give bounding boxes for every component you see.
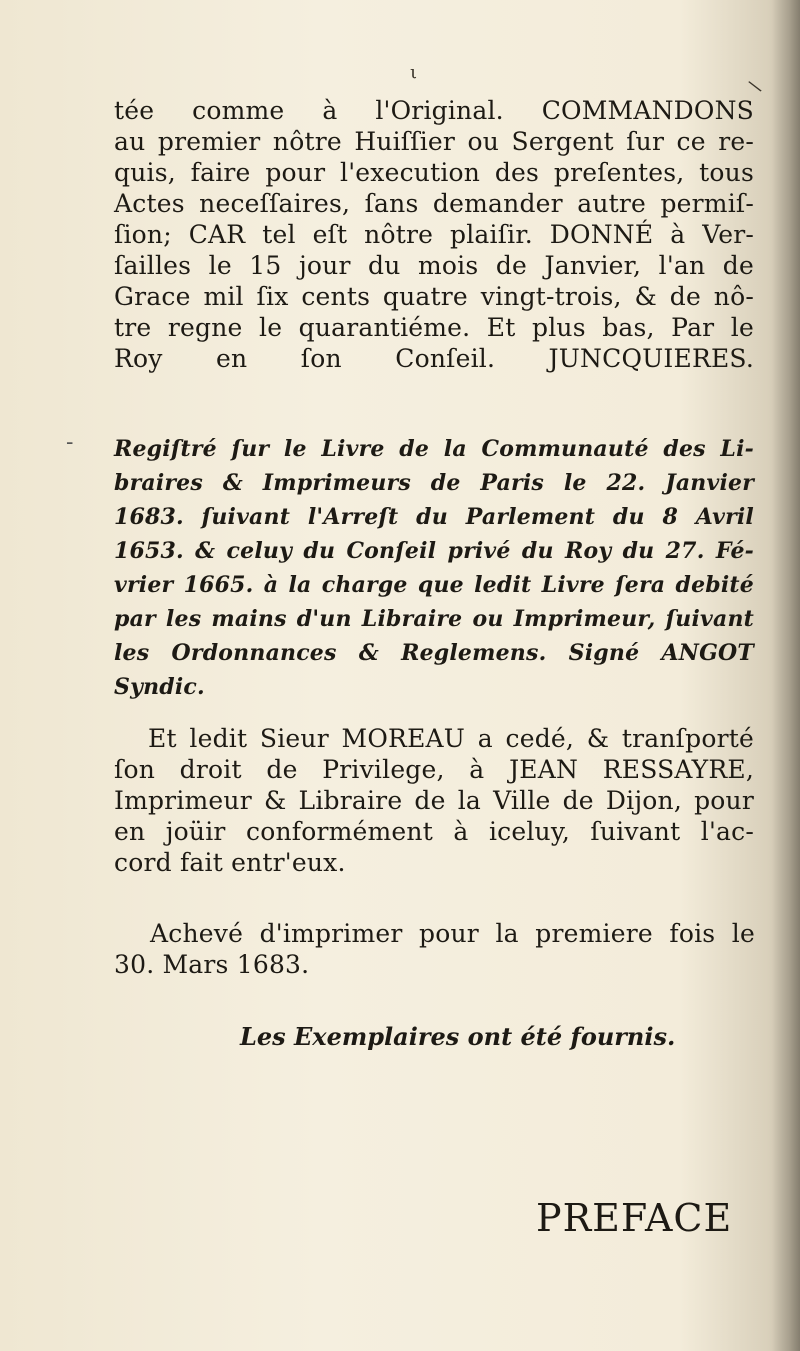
top-mark: ι <box>410 62 418 83</box>
text-line: Actes neceſſaires, ſans demander autre permiſ- <box>114 189 754 218</box>
text-line: braires & Imprimeurs de Paris le 22. Janvier <box>114 470 754 496</box>
registration-text <box>114 432 754 704</box>
text-line: Regiſtré ſur le Livre de la Communauté des Li- <box>114 436 754 462</box>
text-line: Et ledit Sieur MOREAU a cedé, & tranſporté <box>148 724 754 753</box>
privilege-text <box>114 95 754 374</box>
text-line: Roy en ſon Conſeil. JUNCQUIERES. <box>114 344 754 373</box>
corner-mark: \ <box>746 76 764 97</box>
printing-date-text <box>114 918 755 980</box>
text-line: ſailles le 15 jour du mois de Janvier, l'an de <box>114 251 754 280</box>
text-line: tée comme à l'Original. COMMANDONS <box>114 96 754 125</box>
text-line: 1683. ſuivant l'Arreſt du Parlement du 8 Avril <box>114 504 754 530</box>
text-line: Imprimeur & Libraire de la Ville de Dijon, pour <box>114 786 754 815</box>
text-line: 30. Mars 1683. <box>114 950 310 979</box>
text-line: Achevé d'imprimer pour la premiere fois le <box>150 919 755 948</box>
copies-note: Les Exemplaires ont été fournis. <box>240 1022 676 1051</box>
text-line: en joüir conformément à iceluy, ſuivant l'ac- <box>114 817 754 846</box>
text-line: 1653. & celuy du Conſeil privé du Roy du 27. Fé- <box>114 538 754 564</box>
margin-mark: - <box>66 430 74 455</box>
catchword: PREFACE <box>536 1196 733 1240</box>
transfer-text <box>114 723 754 878</box>
text-line: tre regne le quarantiéme. Et plus bas, Par le <box>114 313 754 342</box>
text-line: ſion; CAR tel eſt nôtre plaiſir. DONNÉ à Ver- <box>114 220 754 249</box>
text-line: vrier 1665. à la charge que ledit Livre ſera debité <box>114 572 754 598</box>
text-line: Syndic. <box>114 674 205 700</box>
text-line: Grace mil ſix cents quatre vingt-trois, & de nô- <box>114 282 754 311</box>
spine-shadow <box>772 0 800 1351</box>
text-line: par les mains d'un Libraire ou Imprimeur, ſuivant <box>114 606 754 632</box>
text-line: les Ordonnances & Reglemens. Signé ANGOT <box>114 640 754 666</box>
text-line: ſon droit de Privilege, à JEAN RESSAYRE, <box>114 755 754 784</box>
text-line: quis, faire pour l'execution des preſentes, tous <box>114 158 754 187</box>
text-line: au premier nôtre Huiſſier ou Sergent ſur ce re- <box>114 127 754 156</box>
text-line: cord fait entr'eux. <box>114 848 346 877</box>
